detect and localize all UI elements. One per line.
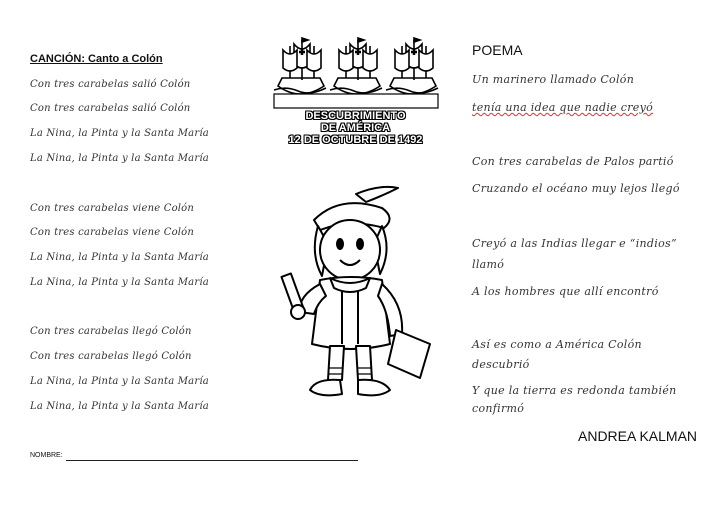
song-line: La Nina, la Pinta y la Santa María: [30, 128, 209, 139]
header-title: [278, 110, 433, 146]
song-line: La Nina, la Pinta y la Santa María: [30, 277, 209, 288]
poem-line: descubrió: [472, 358, 530, 371]
song-line: La Nina, la Pinta y la Santa María: [30, 252, 209, 263]
poem-title: POEMA: [472, 42, 523, 58]
header-line1: DESCUBRIMIENTO: [305, 110, 406, 122]
poem-line: tenía una idea que nadie creyó: [472, 101, 654, 114]
header-line2: DE AMÉRICA: [320, 122, 391, 134]
song-line: Con tres carabelas llegó Colón: [30, 351, 192, 362]
poem-line: Un marinero llamado Colón: [472, 73, 635, 86]
poem-author: ANDREA KALMAN: [578, 428, 698, 444]
song-line: Con tres carabelas salió Colón: [30, 103, 191, 114]
poem-line: Cruzando el océano muy lejos llegó: [472, 182, 680, 195]
song-line: Con tres carabelas viene Colón: [30, 227, 195, 238]
name-label: NOMBRE:: [30, 452, 63, 459]
poem-line: llamó: [472, 258, 505, 271]
name-field-line[interactable]: [66, 460, 358, 461]
poem-line: A los hombres que allí encontró: [472, 285, 659, 298]
song-line: Con tres carabelas llegó Colón: [30, 326, 192, 337]
song-line: Con tres carabelas viene Colón: [30, 203, 195, 214]
song-title: CANCIÓN: Canto a Colón: [30, 53, 163, 65]
poem-line: Así es como a América Colón: [472, 338, 642, 351]
poem-line: confirmó: [472, 402, 525, 415]
song-line: La Nina, la Pinta y la Santa María: [30, 401, 209, 412]
ships-illustration: [272, 28, 440, 110]
song-line: Con tres carabelas salió Colón: [30, 79, 191, 90]
poem-line: Creyó a las Indias llegar e “indios”: [472, 237, 677, 250]
song-line: La Nina, la Pinta y la Santa María: [30, 153, 209, 164]
song-line: La Nina, la Pinta y la Santa María: [30, 376, 209, 387]
header-line3: 12 DE OCTUBRE DE 1492: [288, 134, 423, 146]
columbus-illustration: [270, 184, 448, 414]
poem-line: Con tres carabelas de Palos partió: [472, 155, 674, 168]
poem-line: Y que la tierra es redonda también: [472, 384, 677, 397]
